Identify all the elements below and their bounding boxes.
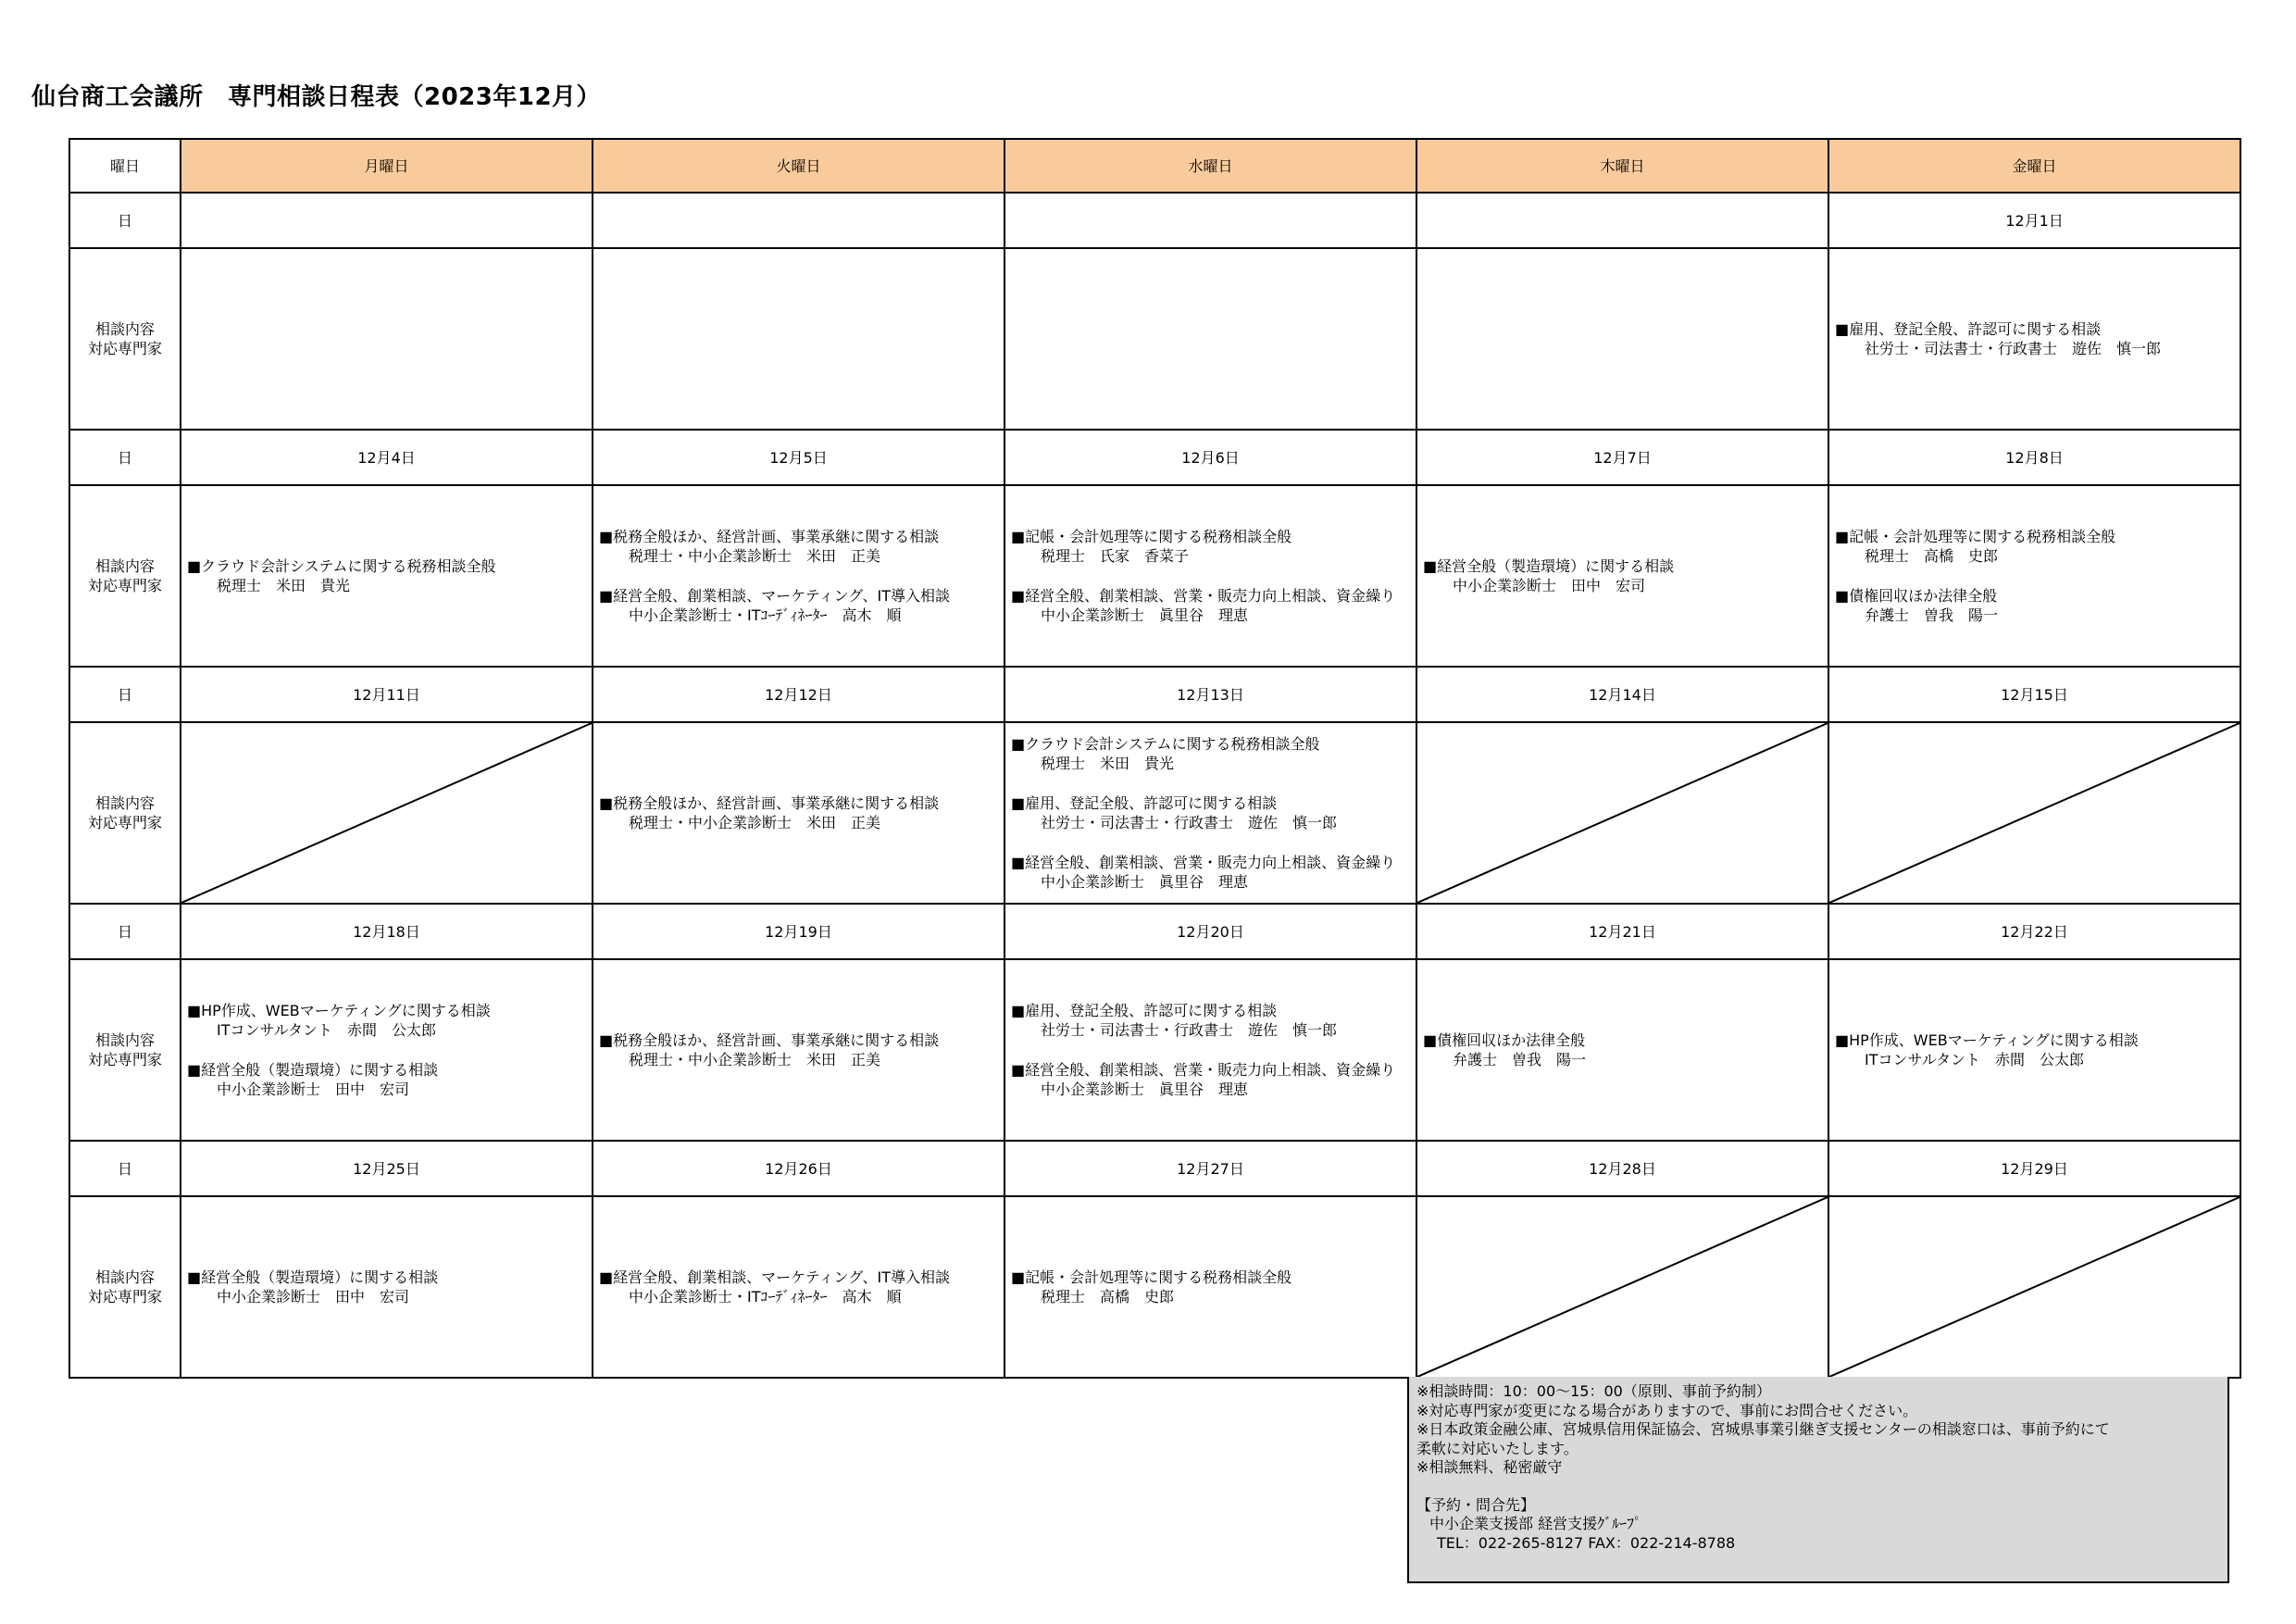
closed-day-slash xyxy=(1417,1197,1828,1377)
consultation-cell-thu xyxy=(1416,485,1828,667)
date-cell-thu: 12月28日 xyxy=(1416,1141,1828,1196)
consultation-label-line: 対応専門家 xyxy=(87,1288,162,1305)
consultation-list xyxy=(1829,319,2240,358)
consultation-list xyxy=(593,527,1004,625)
consultation-item xyxy=(599,586,1000,625)
contact-department: 中小企業支援部 経営支援ｸﾞﾙｰﾌﾟ xyxy=(1429,1515,1642,1532)
consultation-item xyxy=(1011,734,1412,773)
consultation-item xyxy=(1011,1268,1412,1306)
consultation-list xyxy=(1417,556,1828,595)
date-cell-mon xyxy=(181,193,593,248)
closed-day-slash xyxy=(1417,723,1828,903)
consultation-list xyxy=(1417,1031,1828,1069)
consultation-topic: ■HP作成、WEBマーケティングに関する相談 xyxy=(187,1002,491,1019)
note-line: 柔軟に対応いたします。 xyxy=(1416,1439,1578,1457)
date-cell-tue: 12月12日 xyxy=(593,667,1004,722)
consultation-item xyxy=(599,793,1000,832)
consultation-label-line: 対応専門家 xyxy=(87,814,162,831)
note-line: ※相談時間：10：00～15：00（原則、事前予約制） xyxy=(1416,1382,1771,1400)
consultation-expert: ITコンサルタント 赤間 公太郎 xyxy=(217,1021,437,1039)
consultation-expert: 税理士 高橋 史郎 xyxy=(1865,547,1999,565)
date-cell-thu: 12月14日 xyxy=(1416,667,1828,722)
consultation-cell-wed xyxy=(1004,1196,1416,1378)
weekday-header-wed: 水曜日 xyxy=(1004,139,1416,193)
date-cell-fri: 12月29日 xyxy=(1828,1141,2240,1196)
date-cell-wed: 12月13日 xyxy=(1004,667,1416,722)
weekday-header-tue: 火曜日 xyxy=(593,139,1004,193)
consultation-expert: 中小企業診断士 眞里谷 理恵 xyxy=(1041,873,1249,891)
consultation-item xyxy=(187,1060,588,1099)
date-row-label: 日 xyxy=(69,1141,181,1196)
consultation-topic: ■経営全般、創業相談、営業・販売力向上相談、資金繰り xyxy=(1011,1061,1396,1079)
consultation-row xyxy=(69,959,2240,1141)
consultation-topic: ■債権回収ほか法律全般 xyxy=(1423,1031,1586,1049)
consultation-expert: 中小企業診断士 田中 宏司 xyxy=(217,1288,410,1305)
consultation-cell-mon xyxy=(181,485,593,667)
consultation-cell-mon xyxy=(181,248,593,430)
consultation-expert: 税理士・中小企業診断士 米田 正美 xyxy=(629,814,881,831)
consultation-item xyxy=(1011,793,1412,832)
date-cell-tue: 12月19日 xyxy=(593,904,1004,959)
consultation-cell-mon xyxy=(181,1196,593,1378)
consultation-cell-fri xyxy=(1828,959,2240,1141)
consultation-list xyxy=(1829,527,2240,625)
consultation-cell-thu xyxy=(1416,959,1828,1141)
closed-day-slash xyxy=(1829,1197,2240,1377)
consultation-topic: ■税務全般ほか、経営計画、事業承継に関する相談 xyxy=(599,794,940,812)
consultation-topic: ■クラウド会計システムに関する税務相談全般 xyxy=(1011,735,1320,753)
consultation-row xyxy=(69,1196,2240,1378)
consultation-topic: ■税務全般ほか、経営計画、事業承継に関する相談 xyxy=(599,528,940,545)
consultation-label-line: 相談内容 xyxy=(94,1031,155,1049)
consultation-item xyxy=(1423,556,1824,595)
consultation-list xyxy=(181,556,592,595)
consultation-item xyxy=(187,1268,588,1306)
date-row xyxy=(69,193,2240,248)
consultation-expert: 中小企業診断士 眞里谷 理恵 xyxy=(1041,606,1249,624)
note-line: ※日本政策金融公庫、宮城県信用保証協会、宮城県事業引継ぎ支援センターの相談窓口は、事前予約にて xyxy=(1416,1420,2110,1438)
consultation-cell-fri xyxy=(1828,248,2240,430)
consultation-label-line: 対応専門家 xyxy=(87,577,162,594)
weekday-header-row xyxy=(69,139,2240,193)
consultation-expert: 中小企業診断士・ITｺｰﾃﾞｨﾈｰﾀｰ 高木 順 xyxy=(629,606,902,624)
consultation-row-label xyxy=(69,248,181,430)
schedule-body xyxy=(69,139,2240,1378)
weekday-header-mon: 月曜日 xyxy=(181,139,593,193)
consultation-topic: ■クラウド会計システムに関する税務相談全般 xyxy=(187,557,496,575)
consultation-expert: 中小企業診断士 眞里谷 理恵 xyxy=(1041,1081,1249,1098)
consultation-row xyxy=(69,248,2240,430)
consultation-cell-tue xyxy=(593,485,1004,667)
consultation-topic: ■税務全般ほか、経営計画、事業承継に関する相談 xyxy=(599,1031,940,1049)
schedule-table xyxy=(69,138,2241,1379)
consultation-topic: ■HP作成、WEBマーケティングに関する相談 xyxy=(1835,1031,2139,1049)
consultation-list xyxy=(1005,527,1416,625)
date-cell-mon: 12月4日 xyxy=(181,430,593,485)
notes-list xyxy=(1416,1382,2220,1478)
consultation-cell-tue xyxy=(593,248,1004,430)
date-cell-thu: 12月7日 xyxy=(1416,430,1828,485)
consultation-expert: 中小企業診断士・ITｺｰﾃﾞｨﾈｰﾀｰ 高木 順 xyxy=(629,1288,902,1305)
date-cell-fri: 12月22日 xyxy=(1828,904,2240,959)
consultation-list xyxy=(181,1268,592,1306)
consultation-topic: ■経営全般、創業相談、マーケティング、IT導入相談 xyxy=(599,587,951,605)
consultation-cell-wed xyxy=(1004,248,1416,430)
consultation-cell-mon xyxy=(181,959,593,1141)
consultation-item xyxy=(1011,853,1412,892)
date-cell-wed xyxy=(1004,193,1416,248)
consultation-cell-fri xyxy=(1828,1196,2240,1378)
consultation-expert: 弁護士 曽我 陽一 xyxy=(1453,1051,1587,1068)
consultation-item xyxy=(599,1031,1000,1069)
consultation-item xyxy=(599,527,1000,566)
note-line: ※相談無料、秘密厳守 xyxy=(1416,1458,1563,1476)
consultation-expert: 社労士・司法書士・行政書士 遊佐 慎一郎 xyxy=(1041,814,1338,831)
consultation-cell-tue xyxy=(593,1196,1004,1378)
consultation-cell-tue xyxy=(593,959,1004,1141)
consultation-item xyxy=(1835,1031,2236,1069)
consultation-list xyxy=(593,793,1004,832)
date-cell-wed: 12月27日 xyxy=(1004,1141,1416,1196)
consultation-label-line: 相談内容 xyxy=(94,557,155,575)
consultation-expert: 税理士 高橋 史郎 xyxy=(1041,1288,1175,1305)
consultation-item xyxy=(1835,586,2236,625)
consultation-cell-mon xyxy=(181,722,593,904)
weekday-header-fri: 金曜日 xyxy=(1828,139,2240,193)
consultation-topic: ■記帳・会計処理等に関する税務相談全般 xyxy=(1835,528,2116,545)
notes-box xyxy=(1407,1377,2229,1583)
consultation-topic: ■経営全般、創業相談、営業・販売力向上相談、資金繰り xyxy=(1011,587,1396,605)
consultation-expert: 中小企業診断士 田中 宏司 xyxy=(217,1081,410,1098)
date-row xyxy=(69,1141,2240,1196)
consultation-item xyxy=(1011,1060,1412,1099)
consultation-row-label xyxy=(69,1196,181,1378)
consultation-cell-wed xyxy=(1004,722,1416,904)
consultation-topic: ■雇用、登記全般、許認可に関する相談 xyxy=(1835,320,2102,338)
date-cell-fri: 12月8日 xyxy=(1828,430,2240,485)
consultation-cell-thu xyxy=(1416,248,1828,430)
consultation-expert: 税理士 米田 貴光 xyxy=(1041,755,1175,772)
contact-heading: 【予約・問合先】 xyxy=(1416,1495,1536,1514)
consultation-topic: ■記帳・会計処理等に関する税務相談全般 xyxy=(1011,528,1292,545)
date-cell-thu: 12月21日 xyxy=(1416,904,1828,959)
consultation-label-line: 対応専門家 xyxy=(87,340,162,357)
consultation-expert: 税理士 米田 貴光 xyxy=(217,577,351,594)
consultation-item xyxy=(1011,527,1412,566)
date-row xyxy=(69,430,2240,485)
weekday-header-thu: 木曜日 xyxy=(1416,139,1828,193)
consultation-row xyxy=(69,722,2240,904)
date-cell-tue xyxy=(593,193,1004,248)
page-title: 仙台商工会議所 専門相談日程表（2023年12月） xyxy=(31,83,602,111)
consultation-expert: 税理士 氏家 香菜子 xyxy=(1041,547,1190,565)
consultation-item xyxy=(599,1268,1000,1306)
consultation-item xyxy=(1835,319,2236,358)
corner-label: 曜日 xyxy=(69,139,181,193)
date-cell-wed: 12月6日 xyxy=(1004,430,1416,485)
consultation-label-line: 相談内容 xyxy=(94,1268,155,1286)
closed-day-slash xyxy=(1829,723,2240,903)
date-row-label: 日 xyxy=(69,430,181,485)
date-row xyxy=(69,667,2240,722)
consultation-topic: ■経営全般、創業相談、営業・販売力向上相談、資金繰り xyxy=(1011,854,1396,871)
consultation-list xyxy=(1005,1001,1416,1099)
consultation-topic: ■経営全般（製造環境）に関する相談 xyxy=(1423,557,1675,575)
date-row-label: 日 xyxy=(69,904,181,959)
contact-phone-fax: TEL：022-265-8127 FAX：022-214-8788 xyxy=(1437,1533,1736,1552)
consultation-label-line: 相談内容 xyxy=(94,794,155,812)
consultation-topic: ■雇用、登記全般、許認可に関する相談 xyxy=(1011,794,1278,812)
date-cell-mon: 12月18日 xyxy=(181,904,593,959)
consultation-list xyxy=(593,1268,1004,1306)
consultation-item xyxy=(187,556,588,595)
consultation-list xyxy=(1829,1031,2240,1069)
consultation-topic: ■経営全般（製造環境）に関する相談 xyxy=(187,1061,439,1079)
consultation-topic: ■経営全般（製造環境）に関する相談 xyxy=(187,1268,439,1286)
consultation-list xyxy=(181,1001,592,1099)
date-cell-mon: 12月25日 xyxy=(181,1141,593,1196)
date-cell-fri: 12月1日 xyxy=(1828,193,2240,248)
notes-spacer xyxy=(1416,1478,2220,1496)
consultation-topic: ■記帳・会計処理等に関する税務相談全般 xyxy=(1011,1268,1292,1286)
consultation-cell-fri xyxy=(1828,485,2240,667)
date-cell-thu xyxy=(1416,193,1828,248)
consultation-cell-thu xyxy=(1416,1196,1828,1378)
consultation-cell-wed xyxy=(1004,959,1416,1141)
consultation-item xyxy=(187,1001,588,1040)
date-row xyxy=(69,904,2240,959)
consultation-cell-tue xyxy=(593,722,1004,904)
note-line: ※対応専門家が変更になる場合がありますので、事前にお問合せください。 xyxy=(1416,1401,1918,1419)
date-cell-tue: 12月5日 xyxy=(593,430,1004,485)
date-cell-fri: 12月15日 xyxy=(1828,667,2240,722)
date-row-label: 日 xyxy=(69,667,181,722)
consultation-cell-fri xyxy=(1828,722,2240,904)
consultation-expert: 社労士・司法書士・行政書士 遊佐 慎一郎 xyxy=(1041,1021,1338,1039)
consultation-row-label xyxy=(69,959,181,1141)
consultation-cell-thu xyxy=(1416,722,1828,904)
consultation-expert: 税理士・中小企業診断士 米田 正美 xyxy=(629,1051,881,1068)
consultation-item xyxy=(1011,586,1412,625)
consultation-expert: 税理士・中小企業診断士 米田 正美 xyxy=(629,547,881,565)
consultation-expert: 社労士・司法書士・行政書士 遊佐 慎一郎 xyxy=(1865,340,2162,357)
date-cell-mon: 12月11日 xyxy=(181,667,593,722)
consultation-topic: ■経営全般、創業相談、マーケティング、IT導入相談 xyxy=(599,1268,951,1286)
consultation-label-line: 対応専門家 xyxy=(87,1051,162,1068)
consultation-list xyxy=(593,1031,1004,1069)
consultation-item xyxy=(1423,1031,1824,1069)
consultation-topic: ■債権回収ほか法律全般 xyxy=(1835,587,1998,605)
consultation-row-label xyxy=(69,485,181,667)
consultation-cell-wed xyxy=(1004,485,1416,667)
date-row-label: 日 xyxy=(69,193,181,248)
consultation-list xyxy=(1005,734,1416,892)
consultation-row xyxy=(69,485,2240,667)
consultation-expert: ITコンサルタント 赤間 公太郎 xyxy=(1865,1051,2085,1068)
consultation-expert: 弁護士 曽我 陽一 xyxy=(1865,606,1999,624)
date-cell-wed: 12月20日 xyxy=(1004,904,1416,959)
consultation-item xyxy=(1835,527,2236,566)
consultation-label-line: 相談内容 xyxy=(94,320,155,338)
closed-day-slash xyxy=(181,723,592,903)
date-cell-tue: 12月26日 xyxy=(593,1141,1004,1196)
consultation-list xyxy=(1005,1268,1416,1306)
consultation-topic: ■雇用、登記全般、許認可に関する相談 xyxy=(1011,1002,1278,1019)
consultation-expert: 中小企業診断士 田中 宏司 xyxy=(1453,577,1646,594)
consultation-item xyxy=(1011,1001,1412,1040)
consultation-row-label xyxy=(69,722,181,904)
